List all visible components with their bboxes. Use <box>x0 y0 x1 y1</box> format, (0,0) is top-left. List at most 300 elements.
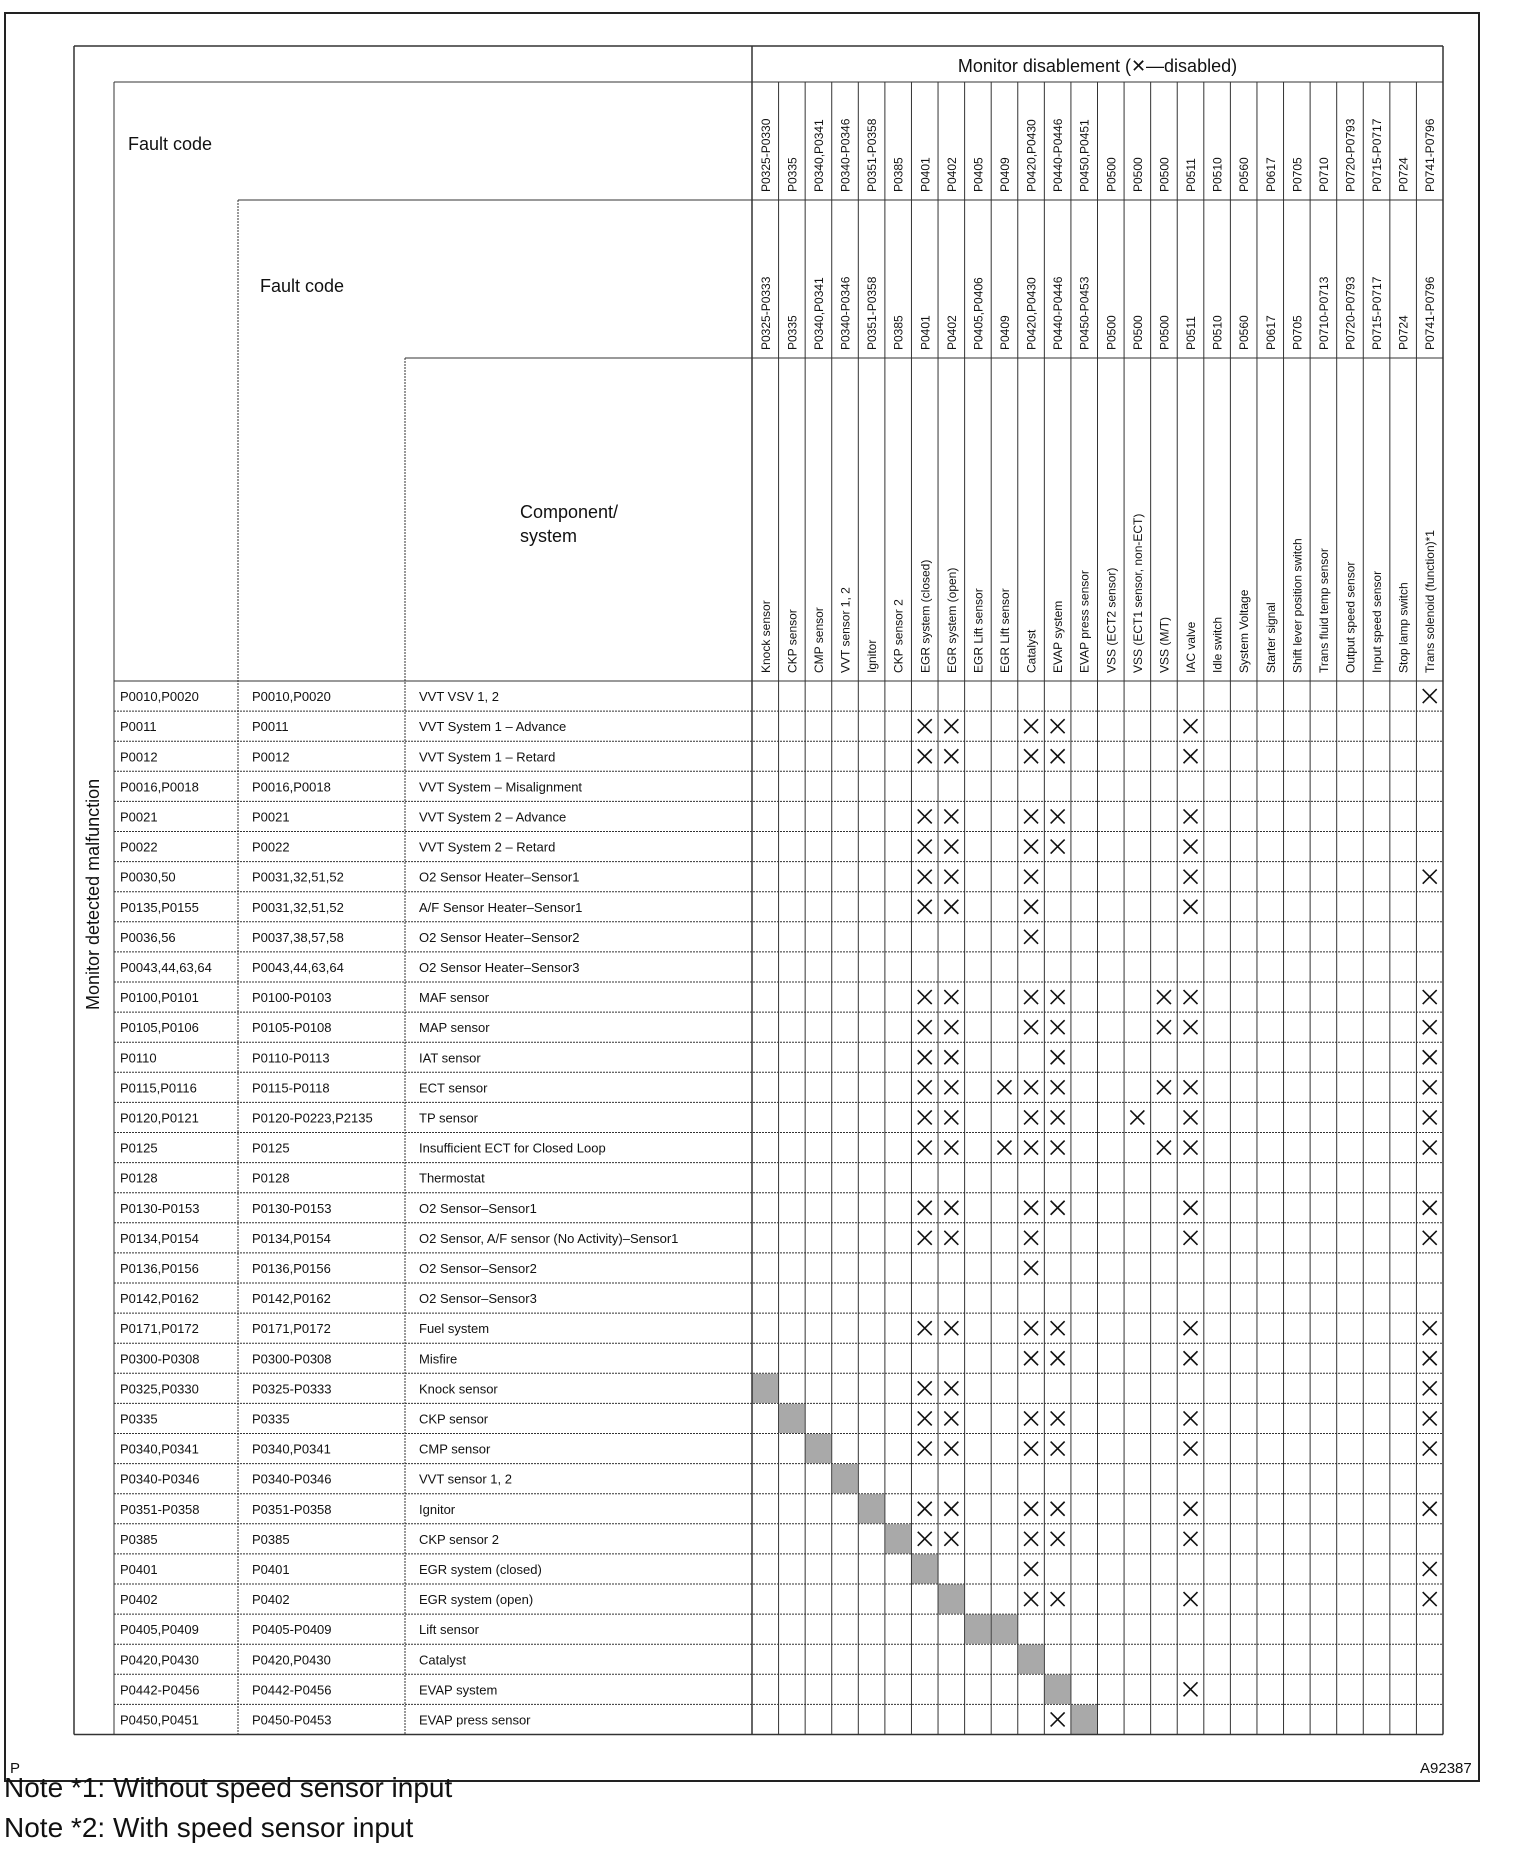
column-code2: P0401 <box>918 315 933 350</box>
column-component: VVT sensor 1, 2 <box>838 587 853 673</box>
disabled-mark <box>918 749 932 763</box>
disabled-mark <box>944 900 958 914</box>
column-code2: P0705 <box>1290 315 1305 350</box>
disabled-mark <box>1024 1321 1038 1335</box>
row-code2: P0401 <box>252 1561 290 1577</box>
row-component: O2 Sensor–Sensor2 <box>419 1260 537 1276</box>
disabled-mark <box>1184 1351 1198 1365</box>
disabled-mark <box>1423 1080 1437 1094</box>
shaded-cell <box>939 1585 965 1614</box>
disabled-mark <box>1184 1201 1198 1215</box>
column-code1: P0500 <box>1157 157 1172 192</box>
row-code2: P0021 <box>252 809 290 825</box>
disabled-mark <box>1051 1532 1065 1546</box>
disabled-mark <box>1024 1141 1038 1155</box>
row-code2: P0136,P0156 <box>252 1260 331 1276</box>
row-code2: P0110-P0113 <box>252 1050 330 1066</box>
row-code2: P0037,38,57,58 <box>252 929 344 945</box>
disabled-mark <box>1157 990 1171 1004</box>
column-component: Stop lamp switch <box>1396 582 1411 673</box>
disabled-mark <box>944 1442 958 1456</box>
column-code2: P0402 <box>944 315 959 350</box>
row-component: VVT System 2 – Retard <box>419 839 556 855</box>
row-code2: P0031,32,51,52 <box>252 869 344 885</box>
row-code1: P0442-P0456 <box>120 1682 200 1698</box>
row-code1: P0016,P0018 <box>120 779 199 795</box>
shaded-cell <box>753 1374 779 1403</box>
row-code2: P0016,P0018 <box>252 779 331 795</box>
disabled-mark <box>1024 1592 1038 1606</box>
row-component: MAP sensor <box>419 1020 490 1036</box>
disabled-mark <box>1184 1502 1198 1516</box>
disabled-mark <box>918 1502 932 1516</box>
row-code2: P0130-P0153 <box>252 1200 332 1216</box>
disabled-mark <box>1024 1351 1038 1365</box>
shaded-cell <box>992 1615 1018 1644</box>
column-code1: P0409 <box>997 157 1012 192</box>
column-component: VSS (ECT1 sensor, non-ECT) <box>1130 513 1145 673</box>
disabled-mark <box>1024 870 1038 884</box>
disabled-mark <box>1184 1020 1198 1034</box>
row-code1: P0340,P0341 <box>120 1441 199 1457</box>
column-code1: P0741-P0796 <box>1423 118 1438 192</box>
disabled-mark <box>944 1532 958 1546</box>
disabled-mark <box>918 1110 932 1124</box>
disabled-mark <box>1051 1020 1065 1034</box>
fault-code-label-2: Fault code <box>260 276 345 296</box>
column-component: IAC valve <box>1184 621 1199 673</box>
row-component: IAT sensor <box>419 1050 481 1066</box>
row-component: O2 Sensor Heater–Sensor3 <box>419 959 580 975</box>
row-code2: P0450-P0453 <box>252 1712 332 1728</box>
row-code1: P0011 <box>120 719 157 735</box>
disabled-mark <box>1184 1141 1198 1155</box>
row-code1: P0335 <box>120 1411 158 1427</box>
row-code1: P0402 <box>120 1592 158 1608</box>
row-code1: P0030,50 <box>120 869 176 885</box>
row-component: EVAP system <box>419 1682 498 1698</box>
disabled-mark <box>1184 1442 1198 1456</box>
corner-label-left: P <box>10 1760 21 1777</box>
disabled-mark <box>1423 1502 1437 1516</box>
disabled-mark <box>1024 1442 1038 1456</box>
column-component: Input speed sensor <box>1370 570 1385 673</box>
disabled-mark <box>918 1020 932 1034</box>
row-code2: P0115-P0118 <box>252 1080 330 1096</box>
row-component: Knock sensor <box>419 1381 498 1397</box>
column-component: VSS (ECT2 sensor) <box>1104 567 1119 673</box>
column-code2: P0724 <box>1396 315 1411 350</box>
row-code1: P0100,P0101 <box>120 990 199 1006</box>
row-component: Misfire <box>419 1351 458 1367</box>
monitor-disablement-title: Monitor disablement (✕—disabled) <box>957 56 1238 76</box>
column-code2: P0385 <box>891 315 906 350</box>
row-component: O2 Sensor–Sensor1 <box>419 1200 537 1216</box>
row-component: ECT sensor <box>419 1080 488 1096</box>
disabled-mark <box>1184 870 1198 884</box>
column-component: EGR system (open) <box>944 567 959 673</box>
disabled-mark <box>1051 1502 1065 1516</box>
column-component: CKP sensor 2 <box>891 599 906 673</box>
disabled-mark <box>1184 1321 1198 1335</box>
row-component: Catalyst <box>419 1652 466 1668</box>
disabled-mark <box>1184 1411 1198 1425</box>
column-component: Shift lever position switch <box>1290 538 1305 673</box>
column-component: CKP sensor <box>785 609 800 673</box>
row-code1: P0110 <box>120 1050 157 1066</box>
row-component: Insufficient ECT for Closed Loop <box>419 1140 606 1156</box>
disabled-mark <box>918 809 932 823</box>
row-code2: P0385 <box>252 1531 290 1547</box>
column-code1: P0351-P0358 <box>865 118 880 192</box>
disabled-mark <box>1184 990 1198 1004</box>
row-code2: P0335 <box>252 1411 290 1427</box>
disabled-mark <box>944 1321 958 1335</box>
column-code2: P0560 <box>1237 315 1252 350</box>
disabled-mark <box>918 1532 932 1546</box>
row-code1: P0128 <box>120 1170 158 1186</box>
column-component: Idle switch <box>1210 616 1225 673</box>
column-code1: P0715-P0717 <box>1370 118 1385 192</box>
column-code2: P0741-P0796 <box>1423 276 1438 350</box>
disabled-mark <box>944 1381 958 1395</box>
column-code1: P0340,P0341 <box>811 119 826 192</box>
disabled-mark <box>918 840 932 854</box>
disabled-mark <box>1423 1351 1437 1365</box>
row-code2: P0442-P0456 <box>252 1682 332 1698</box>
column-component: EGR Lift sensor <box>997 588 1012 673</box>
disabled-mark <box>1024 1562 1038 1576</box>
shaded-cell <box>859 1494 885 1523</box>
column-component: EGR Lift sensor <box>971 588 986 673</box>
column-code1: P0705 <box>1290 157 1305 192</box>
row-code2: P0010,P0020 <box>252 689 331 705</box>
row-code2: P0171,P0172 <box>252 1321 331 1337</box>
row-component: CKP sensor 2 <box>419 1531 499 1547</box>
row-code2: P0105-P0108 <box>252 1020 332 1036</box>
row-component: CMP sensor <box>419 1441 491 1457</box>
disabled-mark <box>918 1141 932 1155</box>
column-code2: P0500 <box>1157 315 1172 350</box>
disabled-mark <box>918 870 932 884</box>
row-component: Ignitor <box>419 1501 456 1517</box>
column-code2: P0440-P0446 <box>1051 276 1066 350</box>
disabled-mark <box>1051 1351 1065 1365</box>
disabled-mark <box>1423 1321 1437 1335</box>
row-component: Lift sensor <box>419 1622 479 1638</box>
disabled-mark <box>918 1381 932 1395</box>
column-component: EVAP press sensor <box>1077 570 1092 673</box>
disabled-mark <box>1051 1592 1065 1606</box>
disabled-mark <box>1051 840 1065 854</box>
disabled-mark <box>1423 1562 1437 1576</box>
disabled-mark <box>1024 1080 1038 1094</box>
disabled-mark <box>1051 1712 1065 1726</box>
column-code1: P0560 <box>1237 157 1252 192</box>
disabled-mark <box>1423 1592 1437 1606</box>
column-code1: P0510 <box>1210 157 1225 192</box>
row-code2: P0405-P0409 <box>252 1622 332 1638</box>
disabled-mark <box>944 1411 958 1425</box>
disabled-mark <box>1024 990 1038 1004</box>
row-component: MAF sensor <box>419 990 490 1006</box>
disabled-mark <box>1423 1141 1437 1155</box>
disabled-mark <box>1184 840 1198 854</box>
disabled-mark <box>1184 900 1198 914</box>
row-code1: P0036,56 <box>120 929 176 945</box>
row-component: VVT System 2 – Advance <box>419 809 567 825</box>
disabled-mark <box>1024 719 1038 733</box>
footnote-2: Note *2: With speed sensor input <box>4 1812 414 1843</box>
row-component: VVT VSV 1, 2 <box>419 689 499 705</box>
disabled-mark <box>918 719 932 733</box>
column-code2: P0340,P0341 <box>811 277 826 350</box>
row-code1: P0021 <box>120 809 158 825</box>
row-code1: P0142,P0162 <box>120 1291 199 1307</box>
column-code1: P0450,P0451 <box>1077 119 1092 192</box>
row-code2: P0325-P0333 <box>252 1381 332 1397</box>
disabled-mark <box>1423 689 1437 703</box>
disabled-mark <box>1051 719 1065 733</box>
disabled-mark <box>1024 809 1038 823</box>
column-code1: P0325-P0330 <box>758 118 773 192</box>
row-component: Fuel system <box>419 1321 490 1337</box>
row-code1: P0450,P0451 <box>120 1712 199 1728</box>
row-code1: P0405,P0409 <box>120 1622 199 1638</box>
row-code2: P0134,P0154 <box>252 1230 331 1246</box>
disabled-mark <box>918 1442 932 1456</box>
row-code1: P0351-P0358 <box>120 1501 200 1517</box>
disabled-mark <box>1024 749 1038 763</box>
component-label: system <box>520 526 578 546</box>
column-component: Output speed sensor <box>1343 561 1358 673</box>
row-code2: P0011 <box>252 719 289 735</box>
disabled-mark <box>944 749 958 763</box>
disabled-mark <box>944 840 958 854</box>
disabled-mark <box>918 1411 932 1425</box>
disabled-mark <box>1024 1261 1038 1275</box>
shaded-cell <box>1045 1675 1071 1704</box>
shaded-cell <box>779 1404 805 1433</box>
disabled-mark <box>944 1050 958 1064</box>
column-code1: P0500 <box>1104 157 1119 192</box>
row-component: O2 Sensor, A/F sensor (No Activity)–Sensor1 <box>419 1230 679 1246</box>
row-code2: P0031,32,51,52 <box>252 899 344 915</box>
column-code1: P0385 <box>891 157 906 192</box>
row-component: O2 Sensor Heater–Sensor1 <box>419 869 580 885</box>
disabled-mark <box>1051 1050 1065 1064</box>
column-component: EVAP system <box>1051 600 1066 673</box>
fault-code-label-1: Fault code <box>128 134 213 154</box>
disabled-mark <box>944 1080 958 1094</box>
disabled-mark <box>944 990 958 1004</box>
disabled-mark <box>1423 870 1437 884</box>
disabled-mark <box>1024 1110 1038 1124</box>
row-code1: P0171,P0172 <box>120 1321 199 1337</box>
disabled-mark <box>1184 749 1198 763</box>
column-code2: P0715-P0717 <box>1370 276 1385 350</box>
row-code1: P0105,P0106 <box>120 1020 199 1036</box>
column-code2: P0510 <box>1210 315 1225 350</box>
row-code1: P0385 <box>120 1531 158 1547</box>
column-code1: P0511 <box>1184 158 1199 192</box>
disabled-mark <box>1051 1201 1065 1215</box>
column-component: System Voltage <box>1237 589 1252 673</box>
disabled-mark <box>1184 1231 1198 1245</box>
column-code2: P0405,P0406 <box>971 277 986 350</box>
row-code2: P0420,P0430 <box>252 1652 331 1668</box>
row-code1: P0043,44,63,64 <box>120 959 212 975</box>
column-code2: P0511 <box>1184 316 1199 350</box>
disabled-mark <box>1024 1201 1038 1215</box>
row-component: EGR system (closed) <box>419 1561 542 1577</box>
column-code1: P0420,P0430 <box>1024 119 1039 192</box>
disabled-mark <box>944 1141 958 1155</box>
row-code1: P0134,P0154 <box>120 1230 199 1246</box>
column-code2: P0617 <box>1263 315 1278 350</box>
disabled-mark <box>1051 1110 1065 1124</box>
disabled-mark <box>1184 1592 1198 1606</box>
disabled-mark <box>1024 1502 1038 1516</box>
column-code1: P0617 <box>1263 157 1278 192</box>
disabled-mark <box>944 809 958 823</box>
row-code1: P0010,P0020 <box>120 689 199 705</box>
disabled-mark <box>1051 1141 1065 1155</box>
row-code2: P0022 <box>252 839 290 855</box>
row-code1: P0115,P0116 <box>120 1080 197 1096</box>
disabled-mark <box>1024 900 1038 914</box>
disabled-mark <box>1184 1532 1198 1546</box>
disabled-mark <box>918 900 932 914</box>
disabled-mark <box>1130 1110 1144 1124</box>
disabled-mark <box>1423 1050 1437 1064</box>
row-code1: P0420,P0430 <box>120 1652 199 1668</box>
disabled-mark <box>918 1050 932 1064</box>
disabled-mark <box>1051 1442 1065 1456</box>
row-component: O2 Sensor Heater–Sensor2 <box>419 929 580 945</box>
disabled-mark <box>1184 1080 1198 1094</box>
column-code2: P0500 <box>1130 315 1145 350</box>
row-code2: P0100-P0103 <box>252 990 332 1006</box>
corner-label-right: A92387 <box>1420 1760 1472 1777</box>
footnote-1: Note *1: Without speed sensor input <box>4 1772 453 1803</box>
row-code2: P0340-P0346 <box>252 1471 332 1487</box>
column-code1: P0440-P0446 <box>1051 118 1066 192</box>
row-component: VVT System 1 – Advance <box>419 719 567 735</box>
shaded-cell <box>912 1554 938 1583</box>
column-component: Trans solenoid (function)*1 <box>1423 530 1438 673</box>
side-label: Monitor detected malfunction <box>83 778 103 1010</box>
disabled-mark <box>1051 990 1065 1004</box>
row-code2: P0125 <box>252 1140 290 1156</box>
disabled-mark <box>1423 1110 1437 1124</box>
column-code1: P0710 <box>1316 157 1331 192</box>
row-component: VVT System 1 – Retard <box>419 749 556 765</box>
shaded-cell <box>1071 1705 1097 1734</box>
column-code2: P0335 <box>785 315 800 350</box>
disabled-mark <box>944 870 958 884</box>
column-code1: P0500 <box>1130 157 1145 192</box>
disabled-mark <box>997 1141 1011 1155</box>
disabled-mark <box>1423 990 1437 1004</box>
disabled-mark <box>1423 1442 1437 1456</box>
disabled-mark <box>944 1502 958 1516</box>
row-code2: P0043,44,63,64 <box>252 959 344 975</box>
column-component: CMP sensor <box>811 607 826 673</box>
row-code1: P0125 <box>120 1140 158 1156</box>
column-component: Catalyst <box>1024 629 1039 673</box>
disabled-mark <box>1024 1532 1038 1546</box>
column-component: Knock sensor <box>758 600 773 673</box>
row-component: Thermostat <box>419 1170 485 1186</box>
row-code1: P0300-P0308 <box>120 1351 200 1367</box>
disabled-mark <box>1157 1020 1171 1034</box>
column-component: VSS (M/T) <box>1157 617 1172 673</box>
disabled-mark <box>1157 1080 1171 1094</box>
row-code1: P0135,P0155 <box>120 899 199 915</box>
row-component: TP sensor <box>419 1110 479 1126</box>
row-code1: P0120,P0121 <box>120 1110 199 1126</box>
disabled-mark <box>1423 1201 1437 1215</box>
column-code1: P0340-P0346 <box>838 118 853 192</box>
column-code2: P0720-P0793 <box>1343 276 1358 350</box>
row-code2: P0351-P0358 <box>252 1501 332 1517</box>
column-code1: P0401 <box>918 157 933 192</box>
row-code1: P0022 <box>120 839 158 855</box>
disabled-mark <box>1024 1231 1038 1245</box>
row-code2: P0120-P0223,P2135 <box>252 1110 373 1126</box>
row-component: A/F Sensor Heater–Sensor1 <box>419 899 583 915</box>
disabled-mark <box>1051 1321 1065 1335</box>
column-component: Ignitor <box>865 639 880 673</box>
disabled-mark <box>1423 1381 1437 1395</box>
disabled-mark <box>1024 840 1038 854</box>
disabled-mark <box>1184 1682 1198 1696</box>
shaded-cell <box>885 1524 911 1553</box>
column-code2: P0450-P0453 <box>1077 276 1092 350</box>
row-code1: P0130-P0153 <box>120 1200 200 1216</box>
disabled-mark <box>1423 1020 1437 1034</box>
disabled-mark <box>918 1321 932 1335</box>
row-code2: P0012 <box>252 749 290 765</box>
column-code1: P0405 <box>971 157 986 192</box>
shaded-cell <box>806 1434 832 1463</box>
column-component: Trans fluid temp sensor <box>1316 548 1331 673</box>
disabled-mark <box>1051 1411 1065 1425</box>
disabled-mark <box>944 719 958 733</box>
disabled-mark <box>1024 1020 1038 1034</box>
disabled-mark <box>944 1020 958 1034</box>
disabled-mark <box>1184 1110 1198 1124</box>
disabled-mark <box>997 1080 1011 1094</box>
shaded-cell <box>965 1615 991 1644</box>
column-code1: P0402 <box>944 157 959 192</box>
row-code2: P0402 <box>252 1592 290 1608</box>
column-code2: P0340-P0346 <box>838 276 853 350</box>
disabled-mark <box>1024 1411 1038 1425</box>
row-component: VVT System – Misalignment <box>419 779 583 795</box>
row-code1: P0136,P0156 <box>120 1260 199 1276</box>
disabled-mark <box>1423 1411 1437 1425</box>
disabled-mark <box>1024 930 1038 944</box>
row-component: EVAP press sensor <box>419 1712 531 1728</box>
shaded-cell <box>1018 1645 1044 1674</box>
column-code1: P0720-P0793 <box>1343 118 1358 192</box>
column-code2: P0710-P0713 <box>1316 276 1331 350</box>
disabled-mark <box>918 1201 932 1215</box>
disabled-mark <box>918 1080 932 1094</box>
disabled-mark <box>1051 809 1065 823</box>
